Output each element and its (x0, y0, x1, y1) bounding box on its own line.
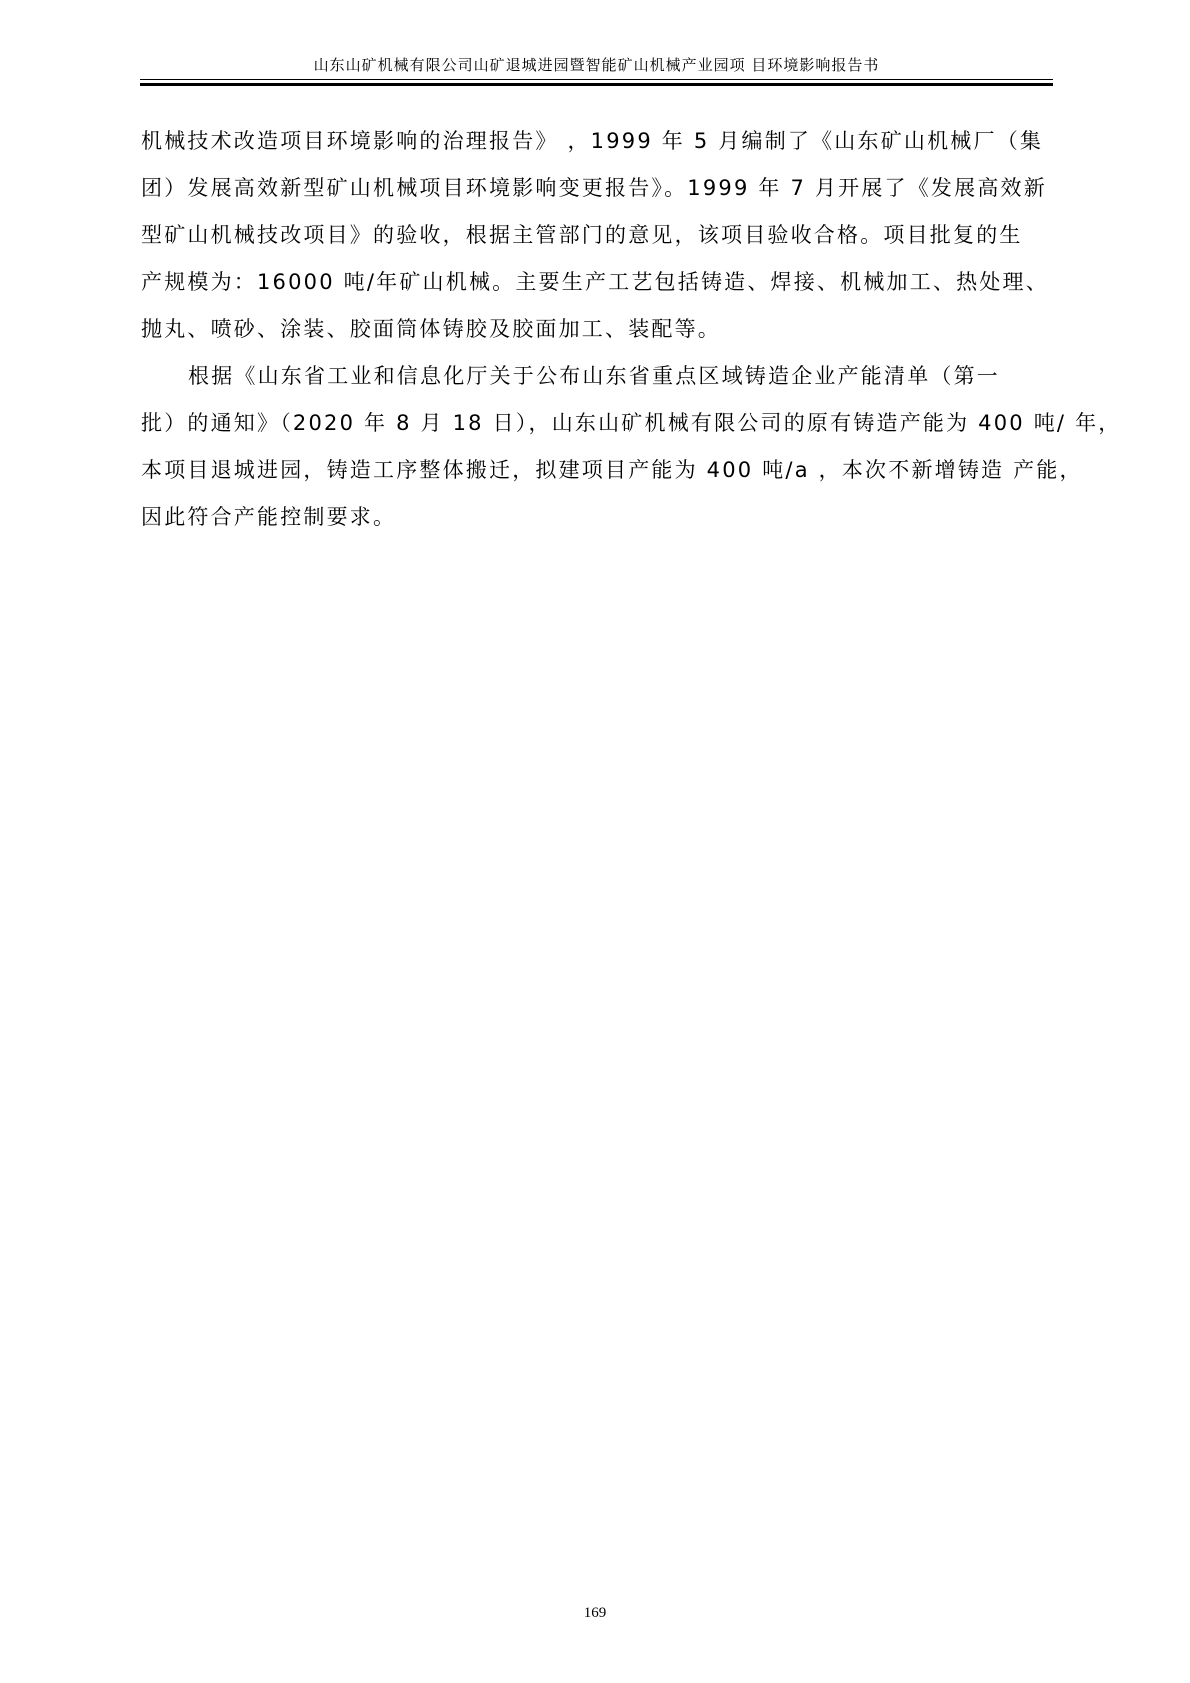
text-line: 团）发展高效新型矿山机械项目环境影响变更报告》。1999 年 7 月开展了《发展高效新 (141, 176, 1047, 200)
text-line: 机械技术改造项目环境影响的治理报告》 ，1999 年 5 月编制了《山东矿山机械厂（集 (141, 129, 1044, 153)
text-line: 因此符合产能控制要求。 (141, 505, 397, 529)
header-rule-thick (140, 83, 1053, 86)
page-number: 169 (583, 1605, 607, 1621)
text-line: 型矿山机械技改项目》的验收，根据主管部门的意见，该项目验收合格。项目批复的生 (141, 223, 1023, 247)
paragraph-start-line: 根据《山东省工业和信息化厅关于公布山东省重点区域铸造企业产能清单（第一 (188, 364, 1000, 388)
text-line: 抛丸、喷砂、涂装、胶面筒体铸胶及胶面加工、装配等。 (141, 317, 721, 341)
document-header: 山东山矿机械有限公司山矿退城进园暨智能矿山机械产业园项 目环境影响报告书 (313, 56, 880, 74)
text-line: 本项目退城进园，铸造工序整体搬迁，拟建项目产能为 400 吨/a ，本次不新增铸造 产能， (141, 458, 1083, 482)
text-line: 产规模为：16000 吨/年矿山机械。主要生产工艺包括铸造、焊接、机械加工、热处理、 (141, 270, 1049, 294)
text-line: 批）的通知》（2020 年 8 月 18 日），山东山矿机械有限公司的原有铸造产能为 400 吨/ 年， (141, 411, 1122, 435)
body-text (141, 124, 1122, 547)
header-rule-thin (140, 79, 1053, 80)
